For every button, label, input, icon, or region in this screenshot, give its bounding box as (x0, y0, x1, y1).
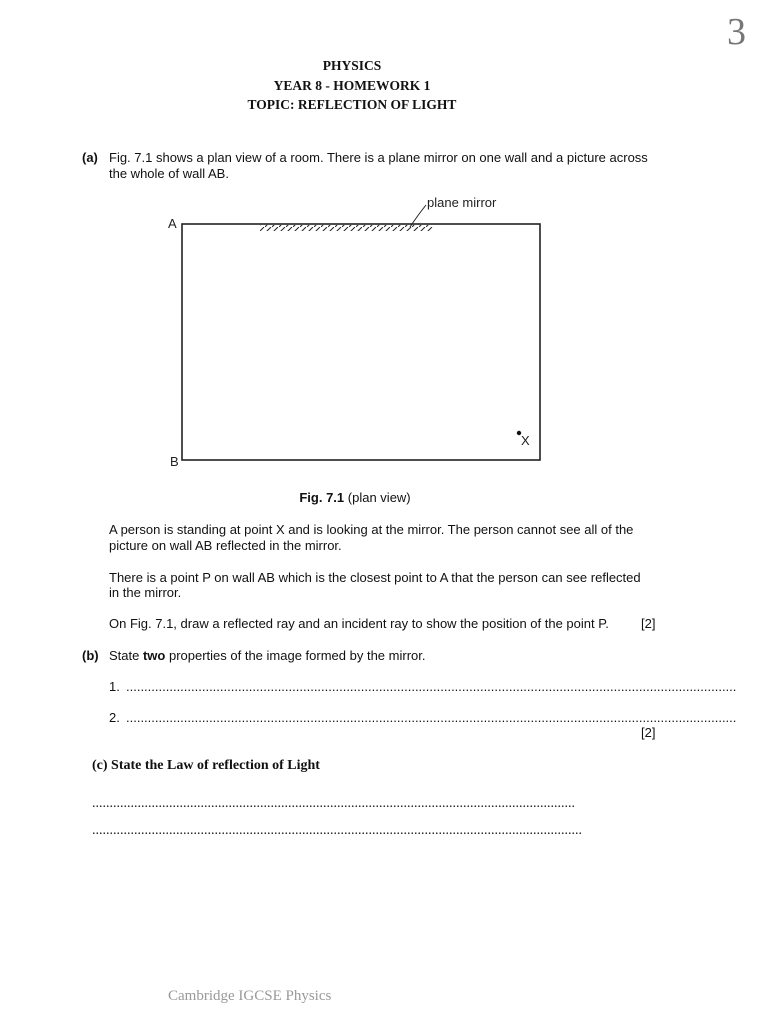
room-plan-diagram (160, 185, 560, 475)
part-b-prompt (109, 648, 425, 664)
part-a-para1-line2: picture on wall AB reflected in the mirror. (109, 538, 342, 553)
part-a-marks: [2] (641, 616, 656, 631)
part-b-prompt-pre: State (109, 648, 143, 663)
part-a-intro-line1: Fig. 7.1 shows a plan view of a room. There is a plane mirror on one wall and a picture across (109, 150, 648, 165)
point-x-label: X (521, 433, 530, 448)
figure-caption-text: (plan view) (347, 490, 411, 505)
room-walls (182, 224, 540, 460)
answer-1-number: 1. (109, 679, 120, 694)
part-b-prompt-bold: two (142, 648, 166, 663)
figure-caption-number: Fig. 7.1 (299, 490, 345, 505)
point-a-label: A (168, 216, 177, 231)
answer-1-line[interactable]: ......................................................................................................................................................................... (126, 679, 737, 694)
part-a-intro-line2: the whole of wall AB. (109, 166, 229, 181)
mirror-label: plane mirror (427, 195, 497, 210)
part-a-para2-line1: There is a point P on wall AB which is the closest point to A that the person can see reflected (109, 570, 641, 585)
part-a-para1-line1: A person is standing at point X and is looking at the mirror. The person cannot see all of the (109, 522, 634, 537)
part-c-answer-line-2[interactable]: ............................................................................................................................................ (92, 823, 582, 838)
part-c-answer-line-1[interactable]: .......................................................................................................................................... (92, 796, 575, 811)
subject-title: PHYSICS (322, 58, 382, 73)
part-c-prompt: (c) State the Law of reflection of Light (92, 758, 320, 773)
part-b-prompt-post: properties of the image formed by the mirror. (165, 648, 426, 663)
footer-text: Cambridge IGCSE Physics (168, 988, 332, 1004)
part-a-label: (a) (82, 150, 98, 165)
page-number: 3 (727, 11, 746, 53)
plane-mirror (260, 225, 433, 231)
figure-caption (0, 490, 710, 506)
part-a-instruction: On Fig. 7.1, draw a reflected ray and an incident ray to show the position of the point P. (109, 616, 609, 631)
point-b-label: B (170, 454, 179, 469)
part-a-para2-line2: in the mirror. (109, 585, 182, 600)
homework-title: YEAR 8 - HOMEWORK 1 (273, 78, 431, 93)
topic-title: TOPIC: REFLECTION OF LIGHT (247, 97, 457, 112)
answer-2-number: 2. (109, 710, 120, 725)
answer-2-line[interactable]: ......................................................................................................................................................................... (126, 710, 737, 725)
part-b-marks: [2] (641, 725, 656, 740)
part-b-label: (b) (82, 648, 99, 663)
figure-7-1 (160, 185, 560, 475)
